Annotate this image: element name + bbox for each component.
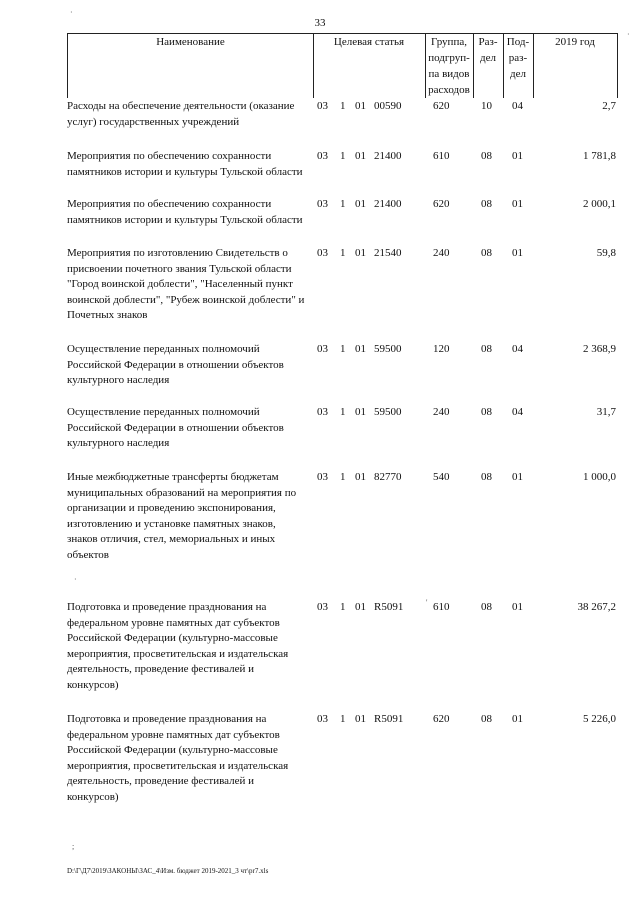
- target-part-2: 1: [340, 198, 346, 210]
- row-podrazdel: 04: [512, 343, 523, 355]
- row-name: Мероприятия по обеспечению сохранности памятников истории и культуры Тульской области: [67, 150, 303, 178]
- row-podrazdel: 01: [512, 198, 523, 210]
- target-part-1: 03: [317, 406, 328, 418]
- target-part-3: 01: [355, 713, 366, 725]
- row-razdel: 10: [481, 100, 492, 112]
- target-part-3: 01: [355, 100, 366, 112]
- row-value: 5 226,0: [583, 713, 616, 725]
- target-part-2: 1: [340, 406, 346, 418]
- target-part-2: 1: [340, 713, 346, 725]
- row-value: 2 000,1: [583, 198, 616, 210]
- target-part-3: 01: [355, 343, 366, 355]
- row-name: Осуществление переданных полномочий Российской Федерации в отношении объектов культурного наследия: [67, 343, 284, 387]
- target-part-4: R5091: [374, 713, 404, 725]
- table-header: [67, 33, 618, 98]
- header-podrazdel: Под-раз-дел: [503, 34, 534, 98]
- target-part-1: 03: [317, 471, 328, 483]
- target-part-1: 03: [317, 601, 328, 613]
- row-name: Мероприятия по обеспечению сохранности памятников истории и культуры Тульской области: [67, 198, 303, 226]
- target-part-3: 01: [355, 471, 366, 483]
- scan-speck: ': [426, 598, 428, 607]
- row-razdel: 08: [481, 601, 492, 613]
- row-name: Мероприятия по изготовлению Свидетельств о присвоении почетного звания Тульской области "Город воинской доблести", "Населенный пункт воинской доблести", "Рубеж воинской доблести" и Почетных знаков: [67, 247, 305, 322]
- row-razdel: 08: [481, 471, 492, 483]
- row-value: 2,7: [602, 100, 616, 112]
- target-part-3: 01: [355, 198, 366, 210]
- target-part-1: 03: [317, 150, 328, 162]
- row-podrazdel: 04: [512, 406, 523, 418]
- target-part-4: 59500: [374, 406, 402, 418]
- target-part-2: 1: [340, 150, 346, 162]
- row-razdel: 08: [481, 150, 492, 162]
- row-podrazdel: 01: [512, 471, 523, 483]
- header-razdel: Раз-дел: [473, 34, 504, 98]
- row-group: 610: [433, 150, 450, 162]
- row-value: 1 000,0: [583, 471, 616, 483]
- row-razdel: 08: [481, 343, 492, 355]
- row-podrazdel: 01: [512, 247, 523, 259]
- row-podrazdel: 01: [512, 150, 523, 162]
- target-part-2: 1: [340, 100, 346, 112]
- target-part-2: 1: [340, 601, 346, 613]
- scan-speck: ·: [74, 575, 77, 584]
- target-part-1: 03: [317, 713, 328, 725]
- row-razdel: 08: [481, 198, 492, 210]
- row-value: 1 781,8: [583, 150, 616, 162]
- target-part-4: 82770: [374, 471, 402, 483]
- row-name: Расходы на обеспечение деятельности (оказание услуг) государственных учреждений: [67, 100, 295, 128]
- target-part-1: 03: [317, 343, 328, 355]
- row-group: 620: [433, 713, 450, 725]
- row-name: Иные межбюджетные трансферты бюджетам муниципальных образований на мероприятия по организации и проведению экспонирования, изготовлению и установке памятных знаков, знаков отличия, стел, мемориальных и иных объектов: [67, 471, 297, 561]
- row-value: 59,8: [596, 247, 616, 259]
- scan-speck: ·: [70, 8, 73, 17]
- row-razdel: 08: [481, 713, 492, 725]
- target-part-2: 1: [340, 343, 346, 355]
- target-part-1: 03: [317, 100, 328, 112]
- target-part-4: 00590: [374, 100, 402, 112]
- row-name: Осуществление переданных полномочий Российской Федерации в отношении объектов культурного наследия: [67, 406, 284, 450]
- file-path-footer: D:\Г\Д7\2019\ЗАКОНЫ\ЗАС_4\Изм. бюджет 2019-2021_3 чт\pr7.xls: [67, 867, 269, 875]
- row-value: 2 368,9: [583, 343, 616, 355]
- row-value: 38 267,2: [577, 601, 616, 613]
- row-podrazdel: 01: [512, 601, 523, 613]
- target-part-3: 01: [355, 247, 366, 259]
- row-group: 240: [433, 247, 450, 259]
- header-group: Группа, подгруп-па видов расходов: [425, 34, 474, 98]
- target-part-1: 03: [317, 198, 328, 210]
- target-part-4: 21540: [374, 247, 402, 259]
- row-name: Подготовка и проведение празднования на федеральном уровне памятных дат субъектов Российской Федерации (культурно-массовые мероприятия, просветительская и издательская деятельность, проведение фестивалей и конкурсов): [67, 601, 289, 691]
- row-podrazdel: 01: [512, 713, 523, 725]
- target-part-4: R5091: [374, 601, 404, 613]
- target-part-3: 01: [355, 601, 366, 613]
- target-part-3: 01: [355, 406, 366, 418]
- target-part-4: 59500: [374, 343, 402, 355]
- row-group: 120: [433, 343, 450, 355]
- row-group: 240: [433, 406, 450, 418]
- target-part-2: 1: [340, 471, 346, 483]
- header-year: 2019 год: [555, 36, 595, 48]
- row-name: Подготовка и проведение празднования на федеральном уровне памятных дат субъектов Российской Федерации (культурно-массовые мероприятия, просветительская и издательская деятельность, проведение фестивалей и конкурсов): [67, 713, 289, 803]
- target-part-1: 03: [317, 247, 328, 259]
- row-value: 31,7: [596, 406, 616, 418]
- target-part-2: 1: [340, 247, 346, 259]
- row-razdel: 08: [481, 247, 492, 259]
- scan-speck: ;: [72, 842, 75, 851]
- row-group: 610: [433, 601, 450, 613]
- row-group: 620: [433, 100, 450, 112]
- row-podrazdel: 04: [512, 100, 523, 112]
- row-razdel: 08: [481, 406, 492, 418]
- target-part-4: 21400: [374, 150, 402, 162]
- row-group: 540: [433, 471, 450, 483]
- target-part-3: 01: [355, 150, 366, 162]
- target-part-4: 21400: [374, 198, 402, 210]
- scan-speck: ·: [627, 30, 630, 39]
- row-group: 620: [433, 198, 450, 210]
- page-number: 33: [314, 17, 326, 29]
- header-name: Наименование: [68, 34, 314, 98]
- header-target: Целевая статья: [313, 34, 426, 98]
